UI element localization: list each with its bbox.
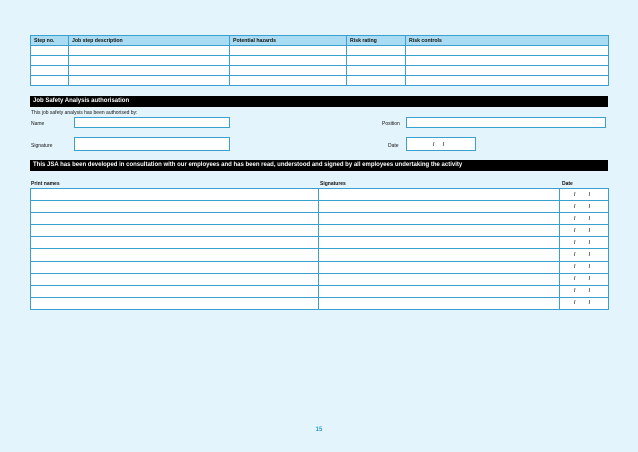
signature-cell[interactable]	[319, 225, 560, 237]
consultation-row	[31, 213, 609, 225]
column-header-job-step-description: Job step description	[69, 36, 230, 46]
signature-cell[interactable]	[319, 273, 560, 285]
consultation-row	[31, 237, 609, 249]
job-step-cell[interactable]	[69, 76, 230, 86]
hazard-table-row	[31, 76, 609, 86]
date-cell[interactable]: / /	[560, 273, 609, 285]
risk-rating-cell[interactable]	[347, 66, 406, 76]
consultation-row	[31, 189, 609, 201]
print-name-cell[interactable]	[31, 201, 319, 213]
signature-cell[interactable]	[319, 297, 560, 309]
signature-cell[interactable]	[319, 261, 560, 273]
risk-controls-cell[interactable]	[406, 46, 609, 56]
hazard-table-row	[31, 46, 609, 56]
hazards-cell[interactable]	[230, 56, 347, 66]
column-header-potential-hazards: Potential hazards	[230, 36, 347, 46]
hazard-table-body	[31, 46, 609, 86]
date-cell[interactable]: / /	[560, 201, 609, 213]
hazards-cell[interactable]	[230, 66, 347, 76]
date-cell[interactable]: / /	[560, 285, 609, 297]
column-header-step-no: Step no.	[31, 36, 69, 46]
signature-cell[interactable]	[319, 237, 560, 249]
print-name-cell[interactable]	[31, 237, 319, 249]
print-name-cell[interactable]	[31, 189, 319, 201]
name-field[interactable]	[74, 117, 230, 128]
print-name-cell[interactable]	[31, 297, 319, 309]
date-label: Date	[388, 143, 399, 149]
consultation-row	[31, 297, 609, 309]
signature-cell[interactable]	[319, 189, 560, 201]
signature-cell[interactable]	[319, 201, 560, 213]
date-field[interactable]	[406, 137, 476, 151]
page-number: 15	[315, 427, 323, 433]
column-header-risk-rating: Risk rating	[347, 36, 406, 46]
hazard-table-row	[31, 56, 609, 66]
print-name-cell[interactable]	[31, 213, 319, 225]
consultation-row	[31, 285, 609, 297]
hazard-table-row	[31, 66, 609, 76]
step-no-cell[interactable]	[31, 76, 69, 86]
date-cell[interactable]: / /	[560, 237, 609, 249]
consultation-row	[31, 225, 609, 237]
position-label: Position	[382, 121, 400, 127]
consultation-row	[31, 249, 609, 261]
print-name-cell[interactable]	[31, 249, 319, 261]
signature-cell[interactable]	[319, 213, 560, 225]
risk-rating-cell[interactable]	[347, 46, 406, 56]
signature-cell[interactable]	[319, 285, 560, 297]
risk-controls-cell[interactable]	[406, 66, 609, 76]
consultation-table	[30, 188, 609, 310]
name-label: Name	[31, 121, 45, 127]
column-header-risk-controls: Risk controls	[406, 36, 609, 46]
print-name-cell[interactable]	[31, 285, 319, 297]
step-no-cell[interactable]	[31, 56, 69, 66]
hazards-cell[interactable]	[230, 46, 347, 56]
date-cell[interactable]: / /	[560, 249, 609, 261]
signature-cell[interactable]	[319, 249, 560, 261]
date-cell[interactable]: / /	[560, 225, 609, 237]
print-name-cell[interactable]	[31, 273, 319, 285]
date-cell[interactable]: / /	[560, 261, 609, 273]
risk-controls-cell[interactable]	[406, 76, 609, 86]
date-cell[interactable]: / /	[560, 189, 609, 201]
date-separator: / /	[433, 142, 445, 148]
position-field[interactable]	[406, 117, 606, 128]
signature-label: Signature	[31, 143, 53, 149]
signature-field[interactable]	[74, 137, 230, 151]
consultation-table-body	[31, 189, 609, 310]
risk-controls-cell[interactable]	[406, 56, 609, 66]
column-header-signatures: Signatures	[320, 181, 346, 187]
step-no-cell[interactable]	[31, 66, 69, 76]
hazard-table-header	[31, 36, 609, 46]
authorisation-intro: This job safety analysis has been authorised by:	[31, 110, 138, 116]
risk-rating-cell[interactable]	[347, 76, 406, 86]
print-name-cell[interactable]	[31, 225, 319, 237]
job-step-cell[interactable]	[69, 66, 230, 76]
step-no-cell[interactable]	[31, 46, 69, 56]
column-header-date: Date	[562, 181, 573, 187]
date-cell[interactable]: / /	[560, 213, 609, 225]
consultation-row	[31, 201, 609, 213]
authorisation-title-bar: Job Safety Analysis authorisation	[30, 96, 608, 107]
job-step-cell[interactable]	[69, 46, 230, 56]
job-step-cell[interactable]	[69, 56, 230, 66]
hazard-table	[30, 35, 609, 86]
date-cell[interactable]: / /	[560, 297, 609, 309]
consultation-row	[31, 261, 609, 273]
consultation-title-bar: This JSA has been developed in consultation with our employees and has been read, understood and signed by all employees undertaking the activity	[30, 160, 608, 171]
column-header-print-names: Print names	[31, 181, 60, 187]
print-name-cell[interactable]	[31, 261, 319, 273]
hazards-cell[interactable]	[230, 76, 347, 86]
consultation-row	[31, 273, 609, 285]
risk-rating-cell[interactable]	[347, 56, 406, 66]
